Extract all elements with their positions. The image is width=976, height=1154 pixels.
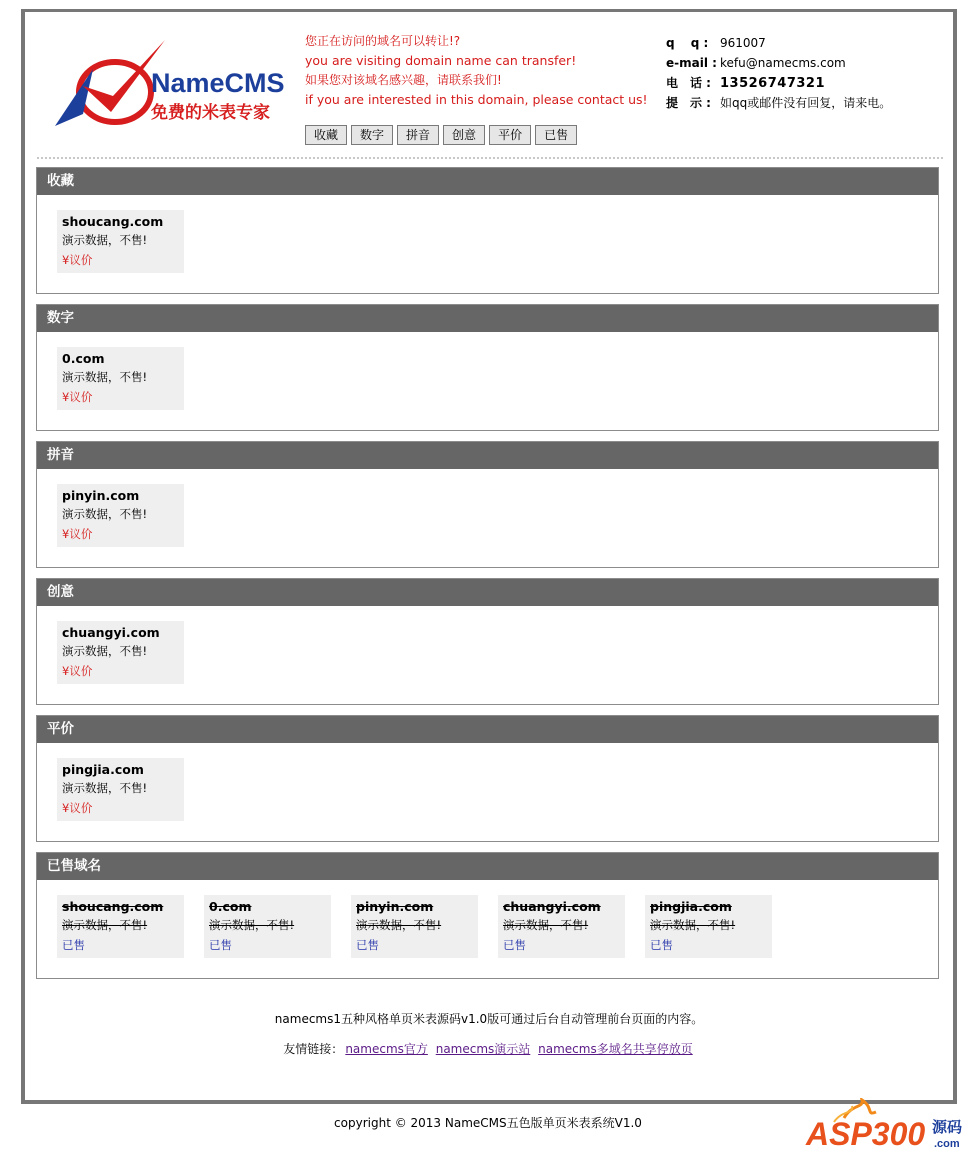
domain-price[interactable]: ¥议价	[62, 253, 93, 267]
sold-card[interactable]	[57, 895, 184, 958]
contact-tip: 提 示 : 如qq或邮件没有回复，请来电。	[666, 96, 892, 110]
asp300-watermark	[804, 1098, 974, 1152]
sold-card[interactable]	[351, 895, 478, 958]
sold-status[interactable]: 已售	[503, 938, 526, 952]
domain-name[interactable]: 0.com	[62, 351, 105, 366]
sold-status[interactable]: 已售	[650, 938, 673, 952]
page-frame	[21, 9, 957, 1104]
contact-email: e-mail : kefu@namecms.com	[666, 56, 846, 70]
header-divider	[37, 157, 943, 159]
watermark-brand: ASP300	[806, 1116, 926, 1152]
sold-status[interactable]: 已售	[356, 938, 379, 952]
sold-card[interactable]	[498, 895, 625, 958]
domain-card[interactable]	[57, 621, 184, 684]
contact-tel: 电 话 : 13526747321	[666, 76, 825, 91]
section-title: 已售域名	[37, 853, 938, 880]
domain-desc: 演示数据，不售!	[62, 233, 148, 247]
domain-name[interactable]: shoucang.com	[62, 899, 164, 914]
notice-line-en2: if you are interested in this domain, please contact us!	[305, 92, 648, 107]
watermark-suffix: 源码	[932, 1118, 963, 1136]
domain-desc: 演示数据，不售!	[356, 918, 442, 932]
sold-card[interactable]	[204, 895, 331, 958]
friend-links-label: 友情链接：	[283, 1042, 344, 1056]
link-namecms-official[interactable]: namecms官方	[345, 1042, 428, 1056]
contact-qq: q q : 961007	[666, 36, 766, 50]
qq-value: 961007	[720, 36, 766, 50]
link-namecms-demo[interactable]: namecms演示站	[435, 1042, 531, 1056]
friend-links	[25, 1040, 953, 1057]
section-pinyin	[36, 441, 939, 568]
notice-line-cn2: 如果您对该域名感兴趣，请联系我们!	[305, 73, 502, 87]
section-title: 平价	[37, 716, 938, 743]
domain-price[interactable]: ¥议价	[62, 801, 93, 815]
domain-desc: 演示数据，不售!	[62, 781, 148, 795]
domain-name[interactable]: pingjia.com	[650, 899, 732, 914]
sold-status[interactable]: 已售	[62, 938, 85, 952]
domain-desc: 演示数据，不售!	[62, 507, 148, 521]
nav-button-shuzi[interactable]: 数字	[351, 125, 393, 145]
watermark-domain: .com	[934, 1138, 960, 1150]
copyright: copyright © 2013 NameCMS五色版单页米表系统V1.0	[334, 1116, 642, 1130]
notice-line-en1: you are visiting domain name can transfer!	[305, 53, 577, 68]
namecms-logo[interactable]	[53, 34, 293, 129]
nav-button-chuangyi[interactable]: 创意	[443, 125, 485, 145]
domain-card[interactable]	[57, 484, 184, 547]
domain-desc: 演示数据，不售!	[209, 918, 295, 932]
nav-button-shoucang[interactable]: 收藏	[305, 125, 347, 145]
nav-button-pinyin[interactable]: 拼音	[397, 125, 439, 145]
section-sold	[36, 852, 939, 979]
logo-subtitle: 免费的米表专家	[151, 103, 270, 123]
link-namecms-parking[interactable]: namecms多域名共享停放页	[538, 1042, 693, 1056]
section-title: 拼音	[37, 442, 938, 469]
domain-name[interactable]: pinyin.com	[356, 899, 434, 914]
nav-button-pingjia[interactable]: 平价	[489, 125, 531, 145]
category-nav	[305, 125, 577, 145]
domain-desc: 演示数据，不售!	[62, 644, 148, 658]
nav-button-yishou[interactable]: 已售	[535, 125, 577, 145]
section-pingjia	[36, 715, 939, 842]
domain-price[interactable]: ¥议价	[62, 664, 93, 678]
domain-name[interactable]: shoucang.com	[62, 214, 164, 229]
domain-card[interactable]	[57, 347, 184, 410]
section-shuzi	[36, 304, 939, 431]
email-value[interactable]: kefu@namecms.com	[720, 56, 846, 70]
sold-card[interactable]	[645, 895, 772, 958]
domain-desc: 演示数据，不售!	[650, 918, 736, 932]
domain-price[interactable]: ¥议价	[62, 527, 93, 541]
domain-name[interactable]: pingjia.com	[62, 762, 144, 777]
transfer-notice	[305, 32, 648, 110]
section-title: 收藏	[37, 168, 938, 195]
domain-card[interactable]	[57, 210, 184, 273]
footer-info: namecms1五种风格单页米表源码v1.0版可通过后台自动管理前台页面的内容。	[274, 1012, 704, 1026]
domain-desc: 演示数据，不售!	[62, 918, 148, 932]
notice-line-cn1: 您正在访问的域名可以转让!?	[305, 34, 461, 48]
domain-desc: 演示数据，不售!	[62, 370, 148, 384]
logo-text: NameCMS	[151, 68, 285, 98]
sold-status[interactable]: 已售	[209, 938, 232, 952]
domain-name[interactable]: chuangyi.com	[62, 625, 160, 640]
contact-info	[666, 33, 891, 113]
domain-name[interactable]: pinyin.com	[62, 488, 140, 503]
tel-value: 13526747321	[720, 76, 825, 91]
domain-desc: 演示数据，不售!	[503, 918, 589, 932]
domain-name[interactable]: 0.com	[209, 899, 252, 914]
domain-price[interactable]: ¥议价	[62, 390, 93, 404]
tip-value: 如qq或邮件没有回复，请来电。	[720, 96, 892, 110]
section-chuangyi	[36, 578, 939, 705]
section-title: 数字	[37, 305, 938, 332]
section-shoucang	[36, 167, 939, 294]
domain-card[interactable]	[57, 758, 184, 821]
section-title: 创意	[37, 579, 938, 606]
domain-name[interactable]: chuangyi.com	[503, 899, 601, 914]
